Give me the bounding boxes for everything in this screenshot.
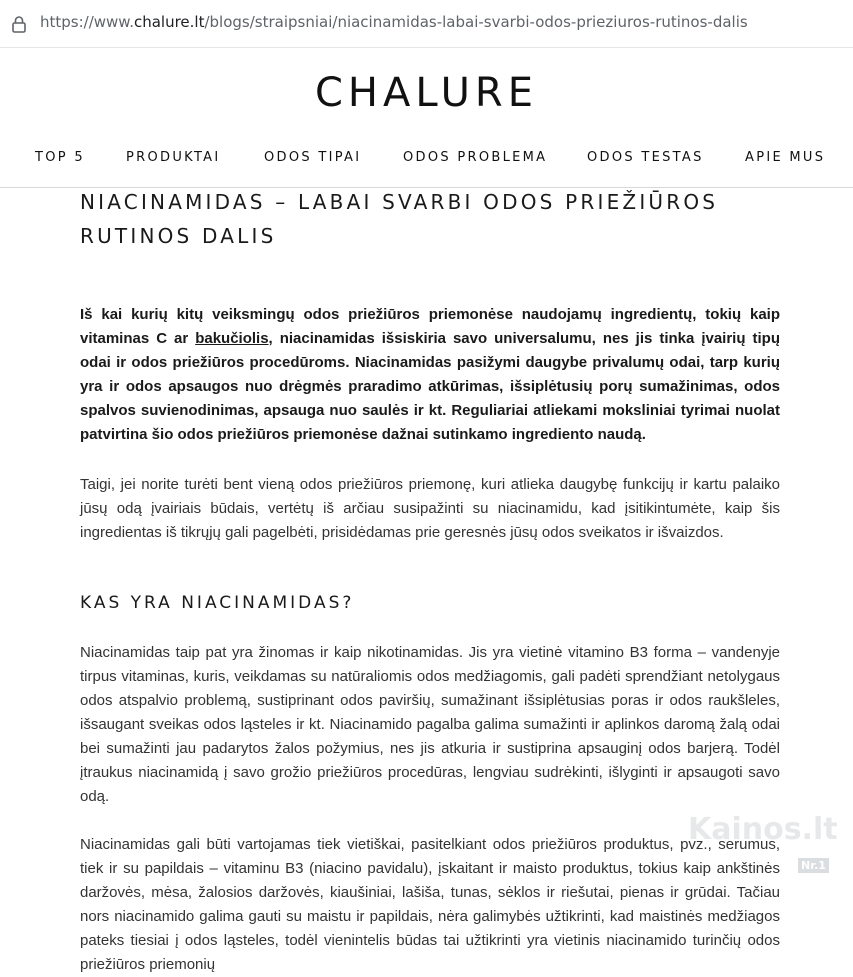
nav-odos-tipai[interactable]: ODOS TIPAI [264, 150, 362, 165]
lead-text-start: Iš kai kurių kitų veiksmingų odos priežiūros priemonėse naudojamų ingredientų, tokių kaip vitaminas C ar [80, 306, 780, 347]
lock-icon [11, 15, 27, 33]
url-text[interactable] [40, 13, 748, 31]
nav-odos-problema[interactable]: ODOS PROBLEMA [403, 150, 548, 165]
nav-produktai[interactable]: PRODUKTAI [126, 150, 221, 165]
url-host: chalure.lt [133, 13, 205, 31]
section-heading: KAS YRA NIACINAMIDAS? [80, 593, 355, 613]
url-path: /blogs/straipsniai/niacinamidas-labai-svarbi-odos-prieziuros-rutinos-dalis [204, 13, 748, 31]
article-title: NIACINAMIDAS – LABAI SVARBI ODOS PRIEŽIŪROS RUTINOS DALIS [80, 190, 719, 248]
bakuciolis-link[interactable]: bakučiolis [195, 330, 269, 347]
nav-top5[interactable]: TOP 5 [35, 150, 85, 165]
article-paragraph-2: Niacinamidas taip pat yra žinomas ir kaip nikotinamidas. Jis yra vietinė vitamino B3 forma – vandenyje tirpus vitaminas, kuris, veikdamas su natūraliomis odos medžiagomis, gali padėti sprendžiant netolygaus odos atspalvio problemą, sustiprinant odos paviršių, sumažinant išsiplėtusias poras ir odos raukšleles, išsaugant sveikas odos ląsteles ir kt. Niacinamido pagalba galima sumažinti ir aplinkos daromą žalą odai bei sumažinti jau padarytos žalos požymius, nes jis atkuria ir sustiprina apsauginį odos barjerą. Todėl įtraukus niacinamidą į savo grožio priežiūros procedūras, lengviau sudrėkinti, išlyginti ir apsaugoti savo odą. [80, 644, 780, 805]
article-paragraph-1: Taigi, jei norite turėti bent vieną odos priežiūros priemonę, kuri atlieka daugybę funkcijų ir kartu palaiko jūsų odą įvairiais būdais, vertėtų iš arčiau susipažinti su niacinamidu, kad įsitikintumėte, kaip šis ingredientas iš tikrųjų gali pagelbėti, prisidėdamas prie geresnės jūsų odos sveikatos ir išvaizdos. [80, 476, 780, 541]
watermark-text: Kainos.lt [688, 812, 838, 847]
article-paragraph-3: Niacinamidas gali būti vartojamas tiek vietiškai, pasitelkiant odos priežiūros produktus, pvz., serumus, tiek ir su papildais – vitaminu B3 (niacino pavidalu), įskaitant ir maisto produktus, tokius kaip ankštinės daržovės, mėsa, žalosios daržovės, kiaušiniai, lašiša, tunas, sėklos ir riešutai, pienas ir grūdai. Tačiau nors niacinamido galima gauti su maistu ir papildais, nėra galimybės užtikrinti, kad maistinės medžiagos pateks tiesiai į odos ląsteles, todėl vienintelis būdas tai užtikrinti yra vietinis niacinamido turinčių odos priežiūros priemonių [80, 836, 780, 973]
article-content [80, 188, 780, 977]
url-scheme: https://www. [40, 13, 134, 31]
article-lead [80, 303, 780, 447]
site-header [0, 48, 853, 188]
watermark-badge: Nr.1 [798, 858, 829, 873]
address-bar[interactable] [0, 0, 853, 48]
nav-odos-testas[interactable]: ODOS TESTAS [587, 150, 704, 165]
main-nav [0, 150, 853, 170]
nav-apie-mus[interactable]: APIE MUS [745, 150, 826, 165]
site-logo[interactable]: CHALURE [314, 70, 538, 116]
lead-text-end: , niacinamidas išsiskiria savo universalumu, nes jis tinka įvairių tipų odai ir odos priežiūros procedūroms. Niacinamidas pasižymi daugybe privalumų odai, tarp kurių yra ir odos apsaugos nuo drėgmės praradimo atkūrimas, išsiplėtusių porų sumažinimas, odos spalvos suvienodinimas, apsauga nuo saulės ir kt. Reguliariai atliekami moksliniai tyrimai nuolat patvirtina šio odos priežiūros priemonėse dažnai sutinkamo ingrediento naudą. [80, 330, 780, 443]
